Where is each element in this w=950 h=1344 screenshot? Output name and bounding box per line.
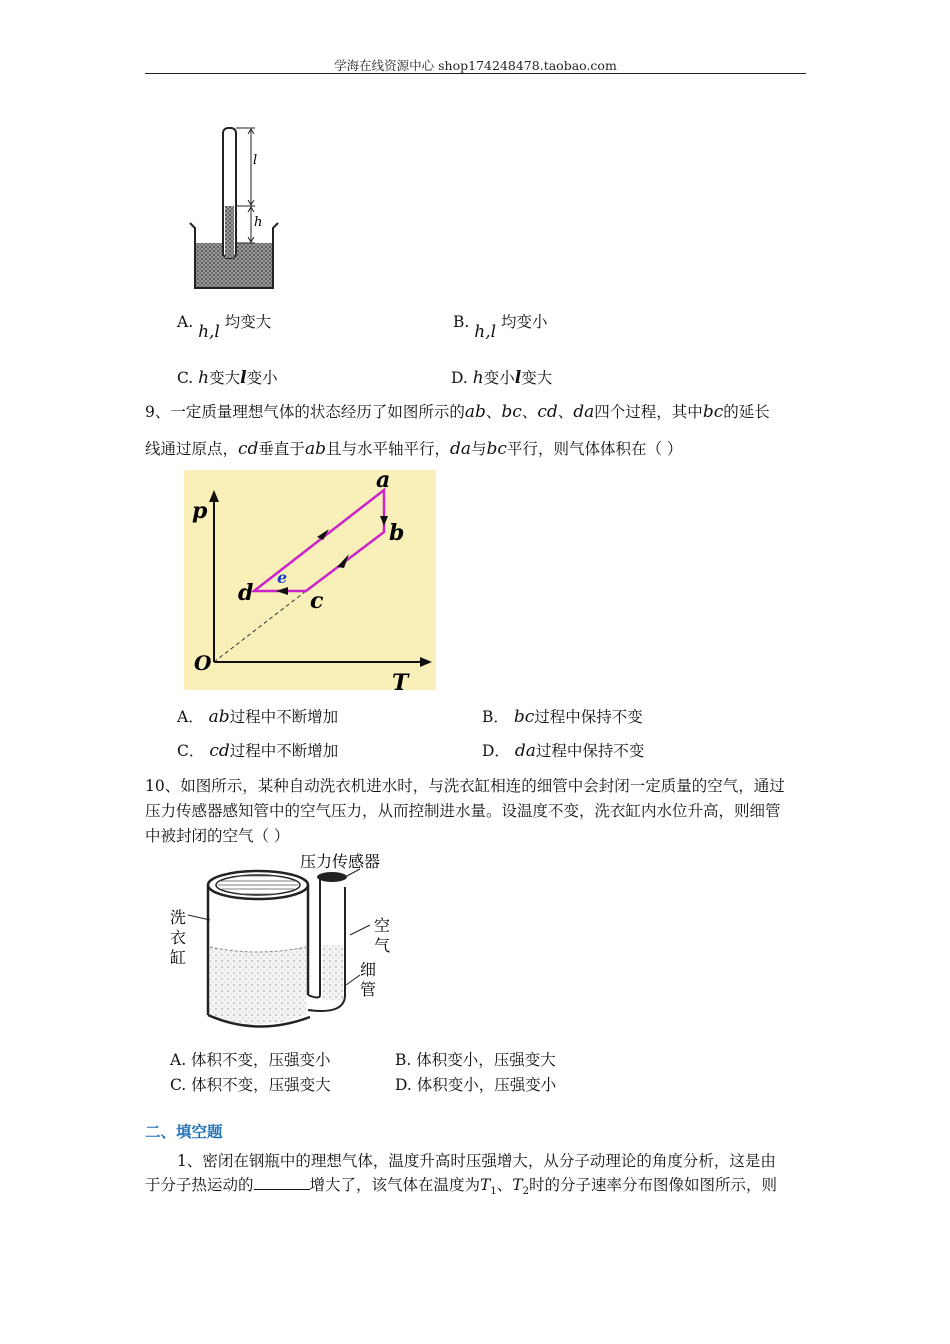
page-header: 学海在线资源中心 shop174248478.taobao.com — [334, 58, 617, 73]
text: 、 — [496, 1176, 513, 1194]
option-text: 变大 — [521, 369, 553, 387]
label-l: l — [253, 153, 258, 168]
q10-option-d[interactable]: D. 体积变小，压强变小 — [395, 1076, 557, 1094]
text: 、 — [557, 403, 574, 421]
label-h: h — [254, 215, 263, 230]
option-letter: D． — [482, 742, 510, 760]
text: 时的分子速率分布图像如图所示，则 — [528, 1176, 777, 1194]
q10-line1: 10、如图所示，某种自动洗衣机进水时，与洗衣缸相连的细管中会封闭一定质量的空气，通过 — [145, 777, 785, 795]
math-ab: ab — [304, 439, 326, 459]
q10-option-b[interactable]: B. 体积变小，压强变大 — [395, 1051, 556, 1069]
label-pressure-sensor: 压力传感器 — [300, 852, 381, 871]
option-text: 变大 — [209, 369, 241, 387]
subscript: 1 — [490, 1186, 497, 1198]
connecting-pipe — [308, 875, 320, 998]
math-cd: cd — [537, 402, 558, 422]
q9-option-a[interactable] — [177, 705, 338, 727]
label-tub-char: 洗 — [170, 908, 187, 927]
label-air-char: 空 — [374, 916, 391, 935]
option-text: 均变小 — [501, 313, 548, 331]
point-label-a: a — [376, 470, 391, 493]
point-label-e: e — [277, 568, 288, 587]
section-title: 二、填空题 — [145, 1122, 223, 1141]
math-ab: ab — [464, 402, 486, 422]
text: 平行，则气体体积在（ ） — [506, 440, 683, 458]
label-air-char: 气 — [374, 936, 391, 955]
math-cd: cd — [238, 439, 259, 459]
option-text: 均变大 — [224, 313, 272, 331]
point-label-b: b — [389, 520, 405, 546]
option-letter: C. — [177, 369, 194, 387]
option-text: 过程中不断增加 — [229, 708, 339, 726]
q8-option-a[interactable] — [177, 310, 272, 342]
label-tube-char: 管 — [360, 980, 377, 999]
math-bc: bc — [486, 439, 507, 459]
label-tub-char: 衣 — [170, 928, 187, 947]
q9-option-b[interactable] — [482, 705, 643, 727]
q8-option-c[interactable] — [177, 366, 278, 388]
option-letter: B． — [482, 708, 509, 726]
tube-in-mercury-figure — [185, 118, 285, 293]
text: 的延长 — [723, 403, 770, 421]
axis-label-p: p — [192, 498, 208, 524]
option-math: l — [514, 368, 522, 388]
text: 9、一定质量理想气体的状态经历了如图所示的 — [145, 403, 465, 421]
p-t-diagram — [184, 470, 436, 690]
q10-line2: 压力传感器感知管中的空气压力，从而控制进水量。设温度不变，洗衣缸内水位升高，则细管 — [145, 802, 781, 820]
option-letter: A. — [177, 313, 194, 331]
option-letter: C． — [177, 742, 205, 760]
option-text: 过程中保持不变 — [534, 708, 643, 726]
text: 于分子热运动的 — [145, 1176, 254, 1194]
q10-option-a[interactable]: A. 体积不变，压强变小 — [170, 1051, 331, 1069]
label-tub-char: 缸 — [170, 948, 187, 967]
q9-option-c[interactable] — [177, 739, 338, 761]
text: 且与水平轴平行， — [325, 440, 450, 458]
q9-option-d[interactable] — [482, 739, 644, 761]
s2-q1-line2 — [145, 1173, 777, 1197]
option-letter: B. — [453, 313, 470, 331]
math-bc: bc — [501, 402, 522, 422]
math-bc: bc — [702, 402, 724, 422]
option-math: bc — [513, 707, 535, 727]
math-da: da — [449, 439, 472, 459]
option-letter: D. — [451, 369, 468, 387]
q10-option-c[interactable]: C. 体积不变，压强变大 — [170, 1076, 331, 1094]
text: 、 — [521, 403, 538, 421]
option-letter: A． — [177, 708, 204, 726]
option-text: 过程中保持不变 — [535, 742, 645, 760]
header-divider — [145, 73, 806, 74]
text: 四个过程，其中 — [594, 403, 703, 421]
q8-option-b[interactable] — [453, 310, 548, 342]
option-math: l — [240, 368, 247, 388]
subscript: 2 — [522, 1186, 529, 1198]
option-math: da — [514, 741, 536, 761]
point-label-d: d — [238, 580, 254, 606]
diagram-background — [184, 470, 436, 690]
text: 线通过原点， — [145, 440, 239, 458]
option-math: cd — [209, 741, 230, 761]
option-text: 过程中不断增加 — [229, 742, 339, 760]
text: 与 — [471, 440, 487, 458]
option-math: h — [198, 368, 210, 388]
q9-line1 — [145, 400, 770, 422]
math-t1: T — [480, 1176, 491, 1194]
fill-blank[interactable] — [254, 1175, 310, 1190]
mercury-column — [225, 206, 234, 258]
math-t2: T — [512, 1176, 523, 1194]
label-tube-char: 细 — [360, 960, 377, 979]
tube-water — [322, 945, 343, 1000]
tub-water — [210, 947, 306, 1024]
q9-line2 — [145, 437, 682, 459]
axis-label-t: T — [392, 670, 409, 690]
point-label-c: c — [310, 588, 324, 614]
option-text: 变小 — [246, 369, 278, 387]
option-math: h,l — [474, 322, 497, 342]
text: 垂直于 — [258, 440, 305, 458]
option-math: h,l — [198, 322, 220, 342]
q10-line3: 中被封闭的空气（ ） — [145, 827, 290, 845]
q8-option-d[interactable] — [451, 366, 552, 388]
option-math: h — [472, 368, 484, 388]
option-math: ab — [208, 707, 230, 727]
pressure-sensor — [317, 872, 347, 882]
origin-label: O — [194, 651, 212, 675]
s2-q1-line1: 1、密闭在钢瓶中的理想气体，温度升高时压强增大，从分子动理论的角度分析，这是由 — [177, 1152, 776, 1170]
washing-machine-figure — [160, 845, 415, 1040]
text: 、 — [485, 403, 502, 421]
text: 增大了，该气体在温度为 — [309, 1176, 481, 1194]
option-text: 变小 — [483, 369, 515, 387]
math-da: da — [573, 402, 595, 422]
